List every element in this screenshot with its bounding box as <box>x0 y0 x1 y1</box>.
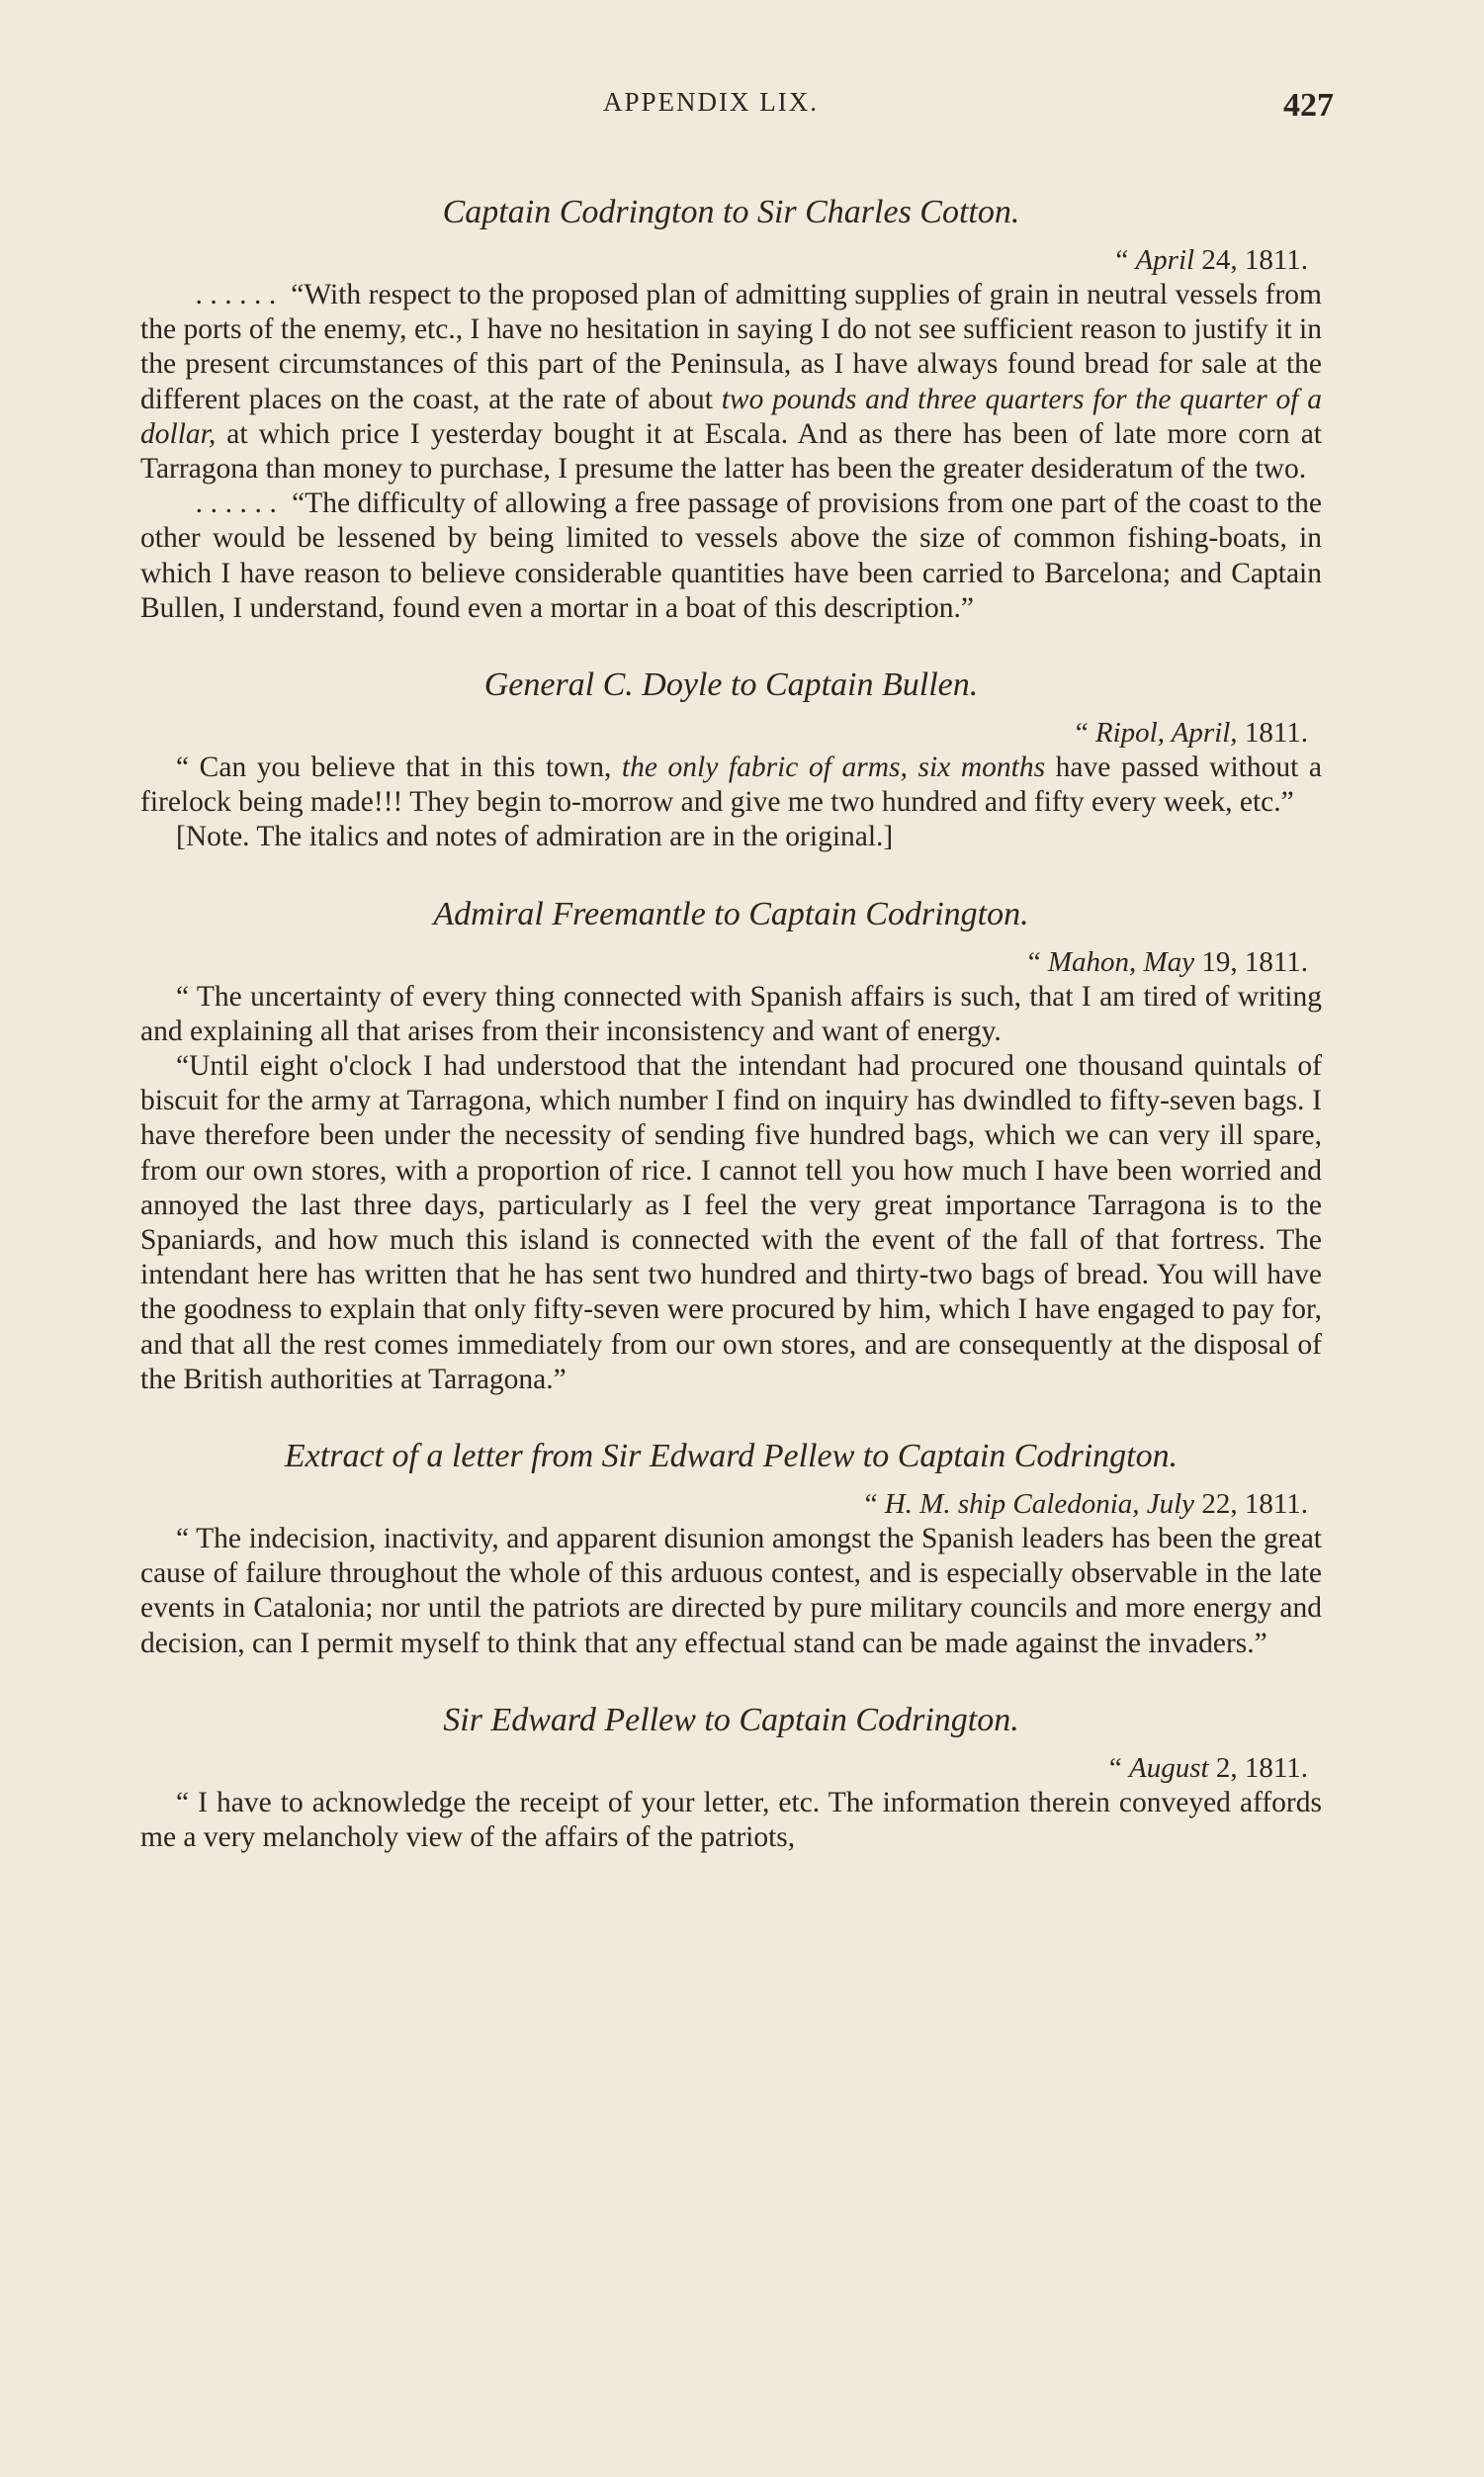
editorial-note: [Note. The italics and notes of admiration are in the original.] <box>176 821 894 853</box>
letter-pellew-extract <box>140 1437 1322 1661</box>
letter-paragraph: “Until eight o'clock I had understood that the intendant had procured one thousand quintals of biscuit for the army at Tarragona, which number I find on inquiry has dwindled to fifty-seven bags. I have therefore been under the necessity of sending five hundred bags, which we can very ill spare, from our own stores, with a proportion of rice. I cannot tell you how much I have been worried and annoyed the last three days, particularly as I feel the very great importance Tarragona is to the Spaniards, and how much this island is connected with the event of the fall of that fortress. The intendant here has written that he has sent two hundred and thirty-two bags of bread. You will have the goodness to explain that only fifty-seven were procured by him, which I have engaged to pay for, and that all the rest comes immediately from our own stores, and are consequently at the disposal of the British authorities at Tarragona.” <box>140 1050 1322 1395</box>
dateline-italic: H. M. ship Caledonia, July <box>884 1488 1195 1521</box>
letter-heading: General C. Doyle to Captain Bullen. <box>483 666 979 704</box>
letter-heading: Captain Codrington to Sir Charles Cotton. <box>442 194 1020 230</box>
letter-heading: Admiral Freemantle to Captain Codrington. <box>433 895 1029 932</box>
letter-paragraph: . . . . . . “The difficulty of allowing a free passage of provisions from one part of the coast to the other would be lessened by being limited to vessels above the size of common fishing-boats, in which I have reason to believe considerable quantities have been carried to Barcelona; and Captain Bullen, I understand, found even a mortar in a boat of this description.” <box>140 487 1322 624</box>
dateline-italic: August <box>1129 1751 1209 1784</box>
letter-codrington-to-cotton <box>140 193 1322 626</box>
dateline-rest: 22, 1811. <box>1194 1488 1308 1521</box>
letter-doyle-to-bullen <box>140 665 1322 855</box>
letter-paragraph <box>140 278 1322 487</box>
paragraph-text: “ Can you believe that in this town, <box>176 752 622 784</box>
paragraph-text: have passed without a firelock being made!!! They begin to-morrow and give me two hundred and fifty every week, etc.” <box>140 752 1322 819</box>
letter-dateline <box>140 944 1308 980</box>
letter-pellew-to-codrington <box>140 1701 1322 1855</box>
running-title: APPENDIX LIX. <box>603 87 819 117</box>
letter-heading: Extract of a letter from Sir Edward Pellew to Captain Codrington. <box>284 1438 1178 1475</box>
dateline-rest: 2, 1811. <box>1208 1751 1308 1784</box>
dateline-italic: Mahon, May <box>1047 945 1195 978</box>
dateline-rest: 1811. <box>1237 717 1308 750</box>
letter-dateline <box>140 1750 1308 1786</box>
letter-freemantle-to-codrington <box>140 895 1322 1397</box>
page-body <box>140 193 1322 1855</box>
dateline-quote: “ <box>1027 945 1048 978</box>
dateline-quote: “ <box>1115 244 1136 276</box>
letter-paragraph: “ The indecision, inactivity, and apparent disunion amongst the Spanish leaders has been the great cause of failure throughout the whole of this arduous contest, and is especially observable in the late events in Catalonia; nor until the patriots are directed by pure military councils and more energy and decision, can I permit myself to think that any effectual stand can be made against the invaders.” <box>140 1523 1322 1659</box>
dateline-rest: 19, 1811. <box>1194 945 1308 978</box>
letter-dateline <box>140 1486 1308 1522</box>
dateline-italic: April <box>1135 244 1195 276</box>
page-number: 427 <box>1283 87 1334 124</box>
dateline-quote: “ <box>1075 717 1095 750</box>
dateline-rest: 24, 1811. <box>1194 244 1308 276</box>
letter-paragraph <box>140 751 1322 820</box>
letter-dateline <box>140 242 1308 278</box>
letter-dateline <box>140 715 1308 751</box>
dateline-quote: “ <box>864 1488 885 1521</box>
paragraph-italic: two pounds and three quarters for the quarter of a dollar, <box>140 383 1323 450</box>
paragraph-text: . . . . . . “With respect to the proposed plan of admitting supplies of grain in neutral vessels from the ports of the enemy, etc., I have no hesitation in saying I do not see sufficient reason to justify it in the present circumstances of this part of the Peninsula, as I have always found bread for sale at the different places on the coast, at the rate of about <box>140 279 1322 415</box>
dateline-quote: “ <box>1108 1751 1129 1784</box>
letter-paragraph: “ I have to acknowledge the receipt of your letter, etc. The information therein conveyed affords me a very melancholy view of the affairs of the patriots, <box>140 1786 1322 1854</box>
paragraph-italic: the only fabric of arms, six months <box>621 752 1046 784</box>
dateline-italic: Ripol, April, <box>1094 717 1238 750</box>
paragraph-text: at which price I yesterday bought it at Escala. And as there has been of late more corn at Tarragona than money to purchase, I presume the latter has been the greater desideratum of the two. <box>140 417 1322 486</box>
letter-heading: Sir Edward Pellew to Captain Codrington. <box>443 1701 1019 1738</box>
letter-paragraph: “ The uncertainty of every thing connected with Spanish affairs is such, that I am tired of writing and explaining all that arises from their inconsistency and want of energy. <box>140 980 1322 1047</box>
